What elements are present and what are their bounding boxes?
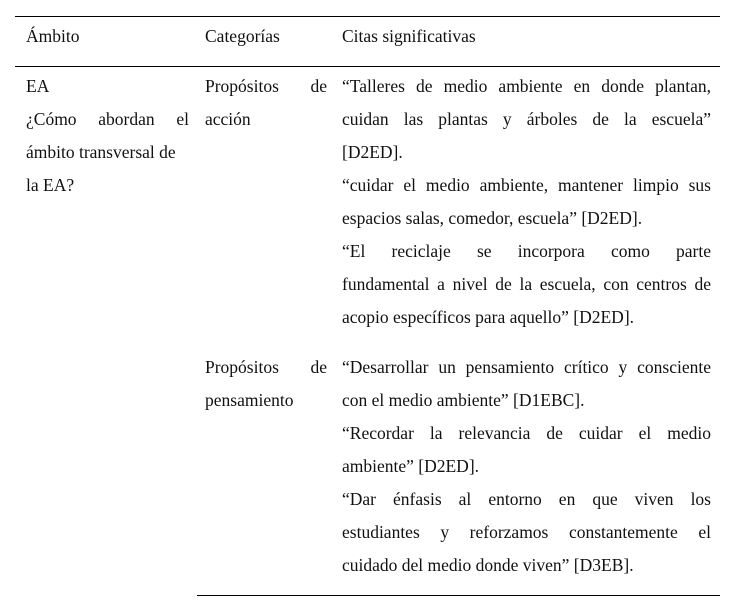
quote-line: acopio específicos para aquello” [D2ED]. [342,307,635,327]
ambito-question-line: ¿Cómo abordan el [26,109,189,129]
quote-line: “cuidar el medio ambiente, mantener limpio sus [342,175,711,195]
quote-line: “Talleres de medio ambiente en donde plantan, [342,76,711,96]
quote-line: “Dar énfasis al entorno en que viven los [342,489,711,509]
table-bottom-rule [197,595,720,596]
quote-line: “El reciclaje se incorpora como parte [342,241,711,261]
quote-line: ambiente” [D2ED]. [342,456,480,476]
quote-line: espacios salas, comedor, escuela” [D2ED]. [342,208,643,228]
header-bottom-rule [15,66,720,67]
quote-line: estudiantes y reforzamos constantemente el [342,522,711,542]
ambito-question-line: la EA? [26,175,75,195]
header-citas: Citas significativas [342,26,476,46]
ambito-question-line: ámbito transversal de [26,142,176,162]
quote [342,417,711,483]
quote [342,351,711,417]
quote-line: cuidado del medio donde viven” [D3EB]. [342,555,634,575]
categoria-line: acción [205,109,251,129]
quote-line: “Recordar la relevancia de cuidar el medio [342,423,711,443]
table-top-rule [15,16,720,17]
quote-line: fundamental a nivel de la escuela, con centros de [342,274,711,294]
quote [342,235,711,334]
quote [342,70,711,169]
citas-cell [342,70,711,334]
citas-cell [342,351,711,582]
quote [342,483,711,582]
categoria-cell [205,70,327,136]
header-ambito: Ámbito [26,26,80,46]
header-categorias: Categorías [205,26,280,46]
quote [342,169,711,235]
quote-line: “Desarrollar un pensamiento crítico y consciente [342,357,711,377]
categoria-line: Propósitos de [205,76,327,96]
ambito-cell [26,70,189,202]
quote-line: cuidan las plantas y árboles de la escuela” [342,109,711,129]
quote-line: con el medio ambiente” [D1EBC]. [342,390,585,410]
categoria-line: Propósitos de [205,357,327,377]
quote-line: [D2ED]. [342,142,403,162]
categoria-line: pensamiento [205,390,294,410]
ambito-code: EA [26,76,50,96]
categoria-cell [205,351,327,417]
